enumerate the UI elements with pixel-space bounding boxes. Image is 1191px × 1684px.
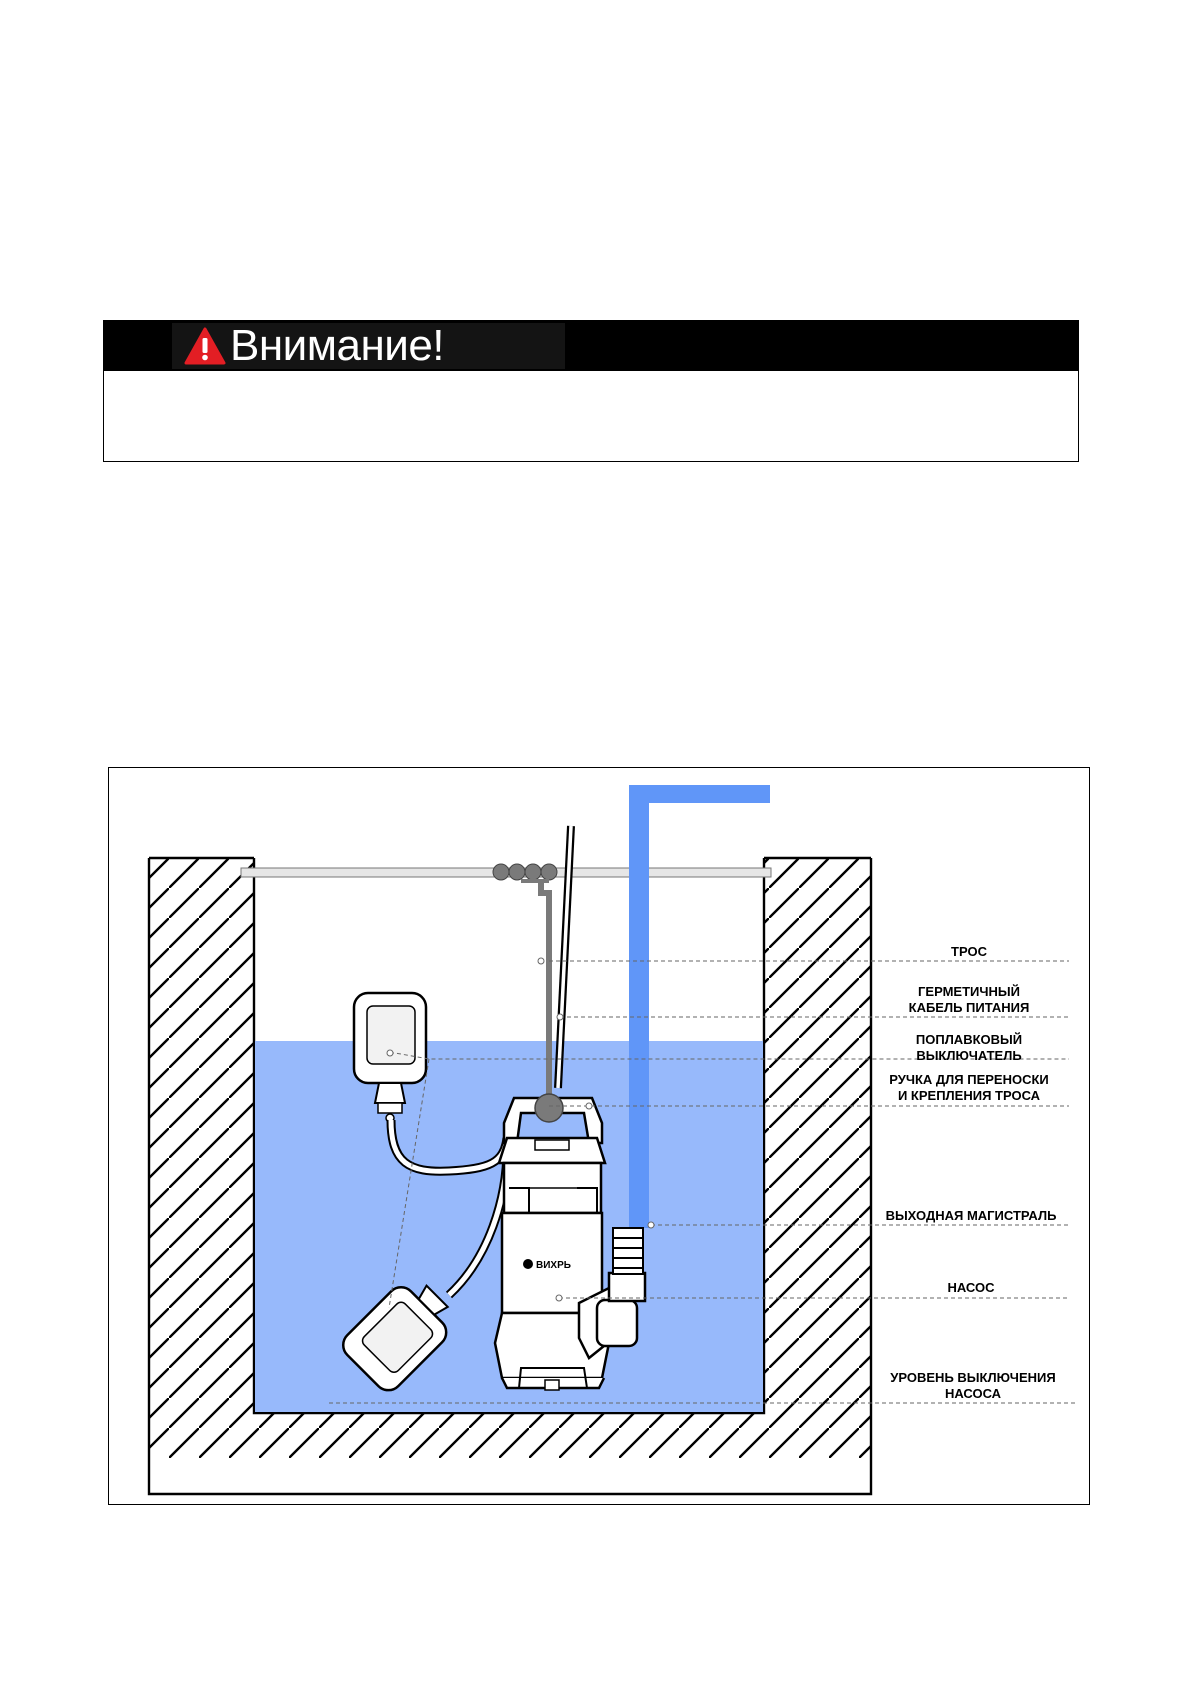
warning-triangle-icon xyxy=(184,326,226,366)
handle-knob xyxy=(535,1094,563,1122)
warning-title-block xyxy=(172,323,565,369)
label-power-cable-1: ГЕРМЕТИЧНЫЙ xyxy=(918,984,1020,999)
hose-coupling xyxy=(613,1228,643,1274)
warning-header-bar xyxy=(104,321,1078,371)
warning-box xyxy=(103,320,1079,462)
label-handle-2: И КРЕПЛЕНИЯ ТРОСА xyxy=(897,1088,1041,1103)
warning-title: Внимание! xyxy=(230,321,445,370)
pump-installation-diagram xyxy=(108,767,1090,1505)
label-outlet-line: ВЫХОДНАЯ МАГИСТРАЛЬ xyxy=(885,1208,1057,1223)
label-float-switch-2: ВЫКЛЮЧАТЕЛЬ xyxy=(916,1048,1022,1063)
label-handle-1: РУЧКА ДЛЯ ПЕРЕНОСКИ xyxy=(889,1072,1049,1087)
diagram-svg xyxy=(109,768,1091,1506)
label-shutoff-level-2: НАСОСА xyxy=(944,1386,1002,1401)
svg-text:ВИХРЬ: ВИХРЬ xyxy=(536,1260,571,1271)
label-shutoff-level-1: УРОВЕНЬ ВЫКЛЮЧЕНИЯ xyxy=(890,1370,1056,1385)
diagram-labels xyxy=(886,944,1057,1401)
label-power-cable-2: КАБЕЛЬ ПИТАНИЯ xyxy=(908,1000,1030,1015)
label-pump: НАСОС xyxy=(947,1280,995,1295)
label-float-switch-1: ПОПЛАВКОВЫЙ xyxy=(915,1032,1023,1047)
label-rope: ТРОС xyxy=(951,944,987,959)
